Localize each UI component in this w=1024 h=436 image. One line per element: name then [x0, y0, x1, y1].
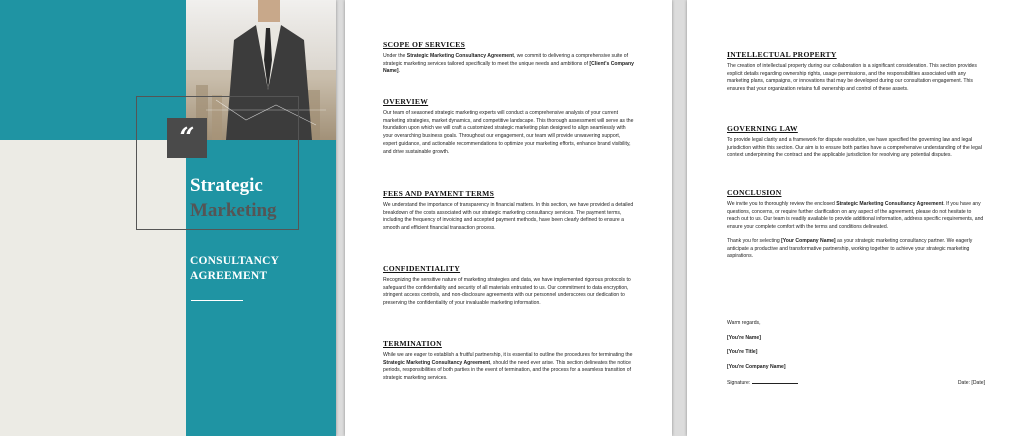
- cover-subtitle-line1: CONSULTANCY: [190, 255, 280, 267]
- section-scope: [383, 40, 635, 76]
- section-paragraph: To provide legal clarity and a framework for dispute resolution, we have specified the governing law and legal jurisdiction within this section. Our aim is to ensure both parties have a comprehensive understanding of the legal context underpinning the contract and the applicable jurisdiction for resolving any potential disputes.: [727, 137, 982, 159]
- cover-subtitle-line2: AGREEMENT: [190, 270, 268, 282]
- section-heading: CONCLUSION: [727, 188, 782, 197]
- section-fees: [383, 189, 635, 233]
- cover-page: [0, 0, 336, 436]
- section-paragraph: While we are eager to establish a fruitful partnership, it is essential to outline the procedures for terminating the Strategic Marketing Consultancy Agreement, should the need ever arise. This section delineates the notice periods, responsibilities of both parties in the event of termination, and the process for a seamless transition of strategic marketing services.: [383, 352, 633, 382]
- section-intellectual-property: [727, 50, 985, 94]
- page-three: [687, 0, 1024, 436]
- closing-regards: Warm regards,: [727, 320, 761, 326]
- section-paragraph: Recognizing the sensitive nature of marketing strategies and data, we have implemented rigorous protocols to safeguard the confidentiality and security of all materials entrusted to us. Our commitment to data encryption, stringent access controls, and non-disclosure agreements with our personnel underscores our dedication to preserving the confidentiality of your invaluable marketing information.: [383, 277, 631, 307]
- date-label: Date: [Date]: [957, 379, 985, 386]
- section-heading: FEES AND PAYMENT TERMS: [383, 189, 495, 198]
- section-governing-law: [727, 124, 985, 160]
- closing-company: [You're Company Name]: [727, 364, 786, 371]
- section-conclusion: [727, 188, 985, 261]
- cover-title-line1: Strategic: [190, 175, 263, 196]
- section-confidentiality: [383, 264, 635, 308]
- section-heading: INTELLECTUAL PROPERTY: [727, 50, 837, 59]
- page-two: [345, 0, 672, 436]
- section-paragraph: The creation of intellectual property during our collaboration is a significant consideration. This section provides explicit details regarding ownership rights, usage permissions, and the responsibilities associated with any marketing plans, campaigns, or innovations that may be developed during our consultation engagement. This ensures that your organization retains full ownership and control of these assets.: [727, 63, 977, 93]
- section-paragraph: We understand the importance of transparency in financial matters. In this section, we have provided a detailed breakdown of the costs associated with our strategic marketing consultancy services. The payment terms, including the frequency of invoicing and accepted payment methods, have been clearly defined to ensure a smooth and efficient financial transaction process.: [383, 202, 634, 232]
- signature-row: [727, 380, 985, 390]
- section-heading: SCOPE OF SERVICES: [383, 40, 466, 49]
- section-heading: CONFIDENTIALITY: [383, 264, 461, 273]
- section-paragraph: Under the Strategic Marketing Consultancy Agreement, we commit to delivering a comprehensive suite of strategic marketing services tailored specifically to meet the unique needs and ambitions of [Client's Company Name].: [383, 53, 634, 75]
- section-heading: TERMINATION: [383, 339, 442, 348]
- closing-name: [You're Name]: [727, 334, 761, 341]
- cover-divider: [191, 300, 243, 301]
- closing-block: [727, 320, 985, 390]
- section-heading: OVERVIEW: [383, 97, 429, 106]
- section-paragraph: Thank you for selecting [Your Company Name] as your strategic marketing consultancy partner. We eagerly anticipate a productive and transformative partnership, working together to achieve your strategic marketing aspirations.: [727, 237, 973, 260]
- signature-label: Signature:: [727, 380, 798, 388]
- closing-title: [You're Title]: [727, 349, 758, 356]
- quote-icon: “: [167, 118, 207, 158]
- section-heading: GOVERNING LAW: [727, 124, 798, 133]
- section-paragraph: We invite you to thoroughly review the enclosed Strategic Marketing Consultancy Agreement. If you have any questions, concerns, or require further clarification on any aspect of the agreement, please do not hesitate to reach out to us. Our team is readily available to provide additional information, address specific requirements, and ensure your complete comfort with the terms and conditions delineated.: [727, 201, 984, 231]
- section-termination: [383, 339, 635, 383]
- section-overview: [383, 97, 635, 156]
- cover-title-line2: Marketing: [190, 200, 277, 221]
- section-paragraph: Our team of seasoned strategic marketing experts will conduct a comprehensive analysis of your current marketing strategies, market dynamics, and competitive landscape. This thorough assessment will serve as the foundation upon which we will craft a customized strategic marketing plan designed to align seamlessly with your overarching business goals. Throughout our engagement, our team will provide unwavering support, expert guidance, and actionable recommendations to optimize your marketing efforts, enhance brand visibility, and drive sustainable growth.: [383, 110, 634, 155]
- signature-line: [752, 383, 798, 384]
